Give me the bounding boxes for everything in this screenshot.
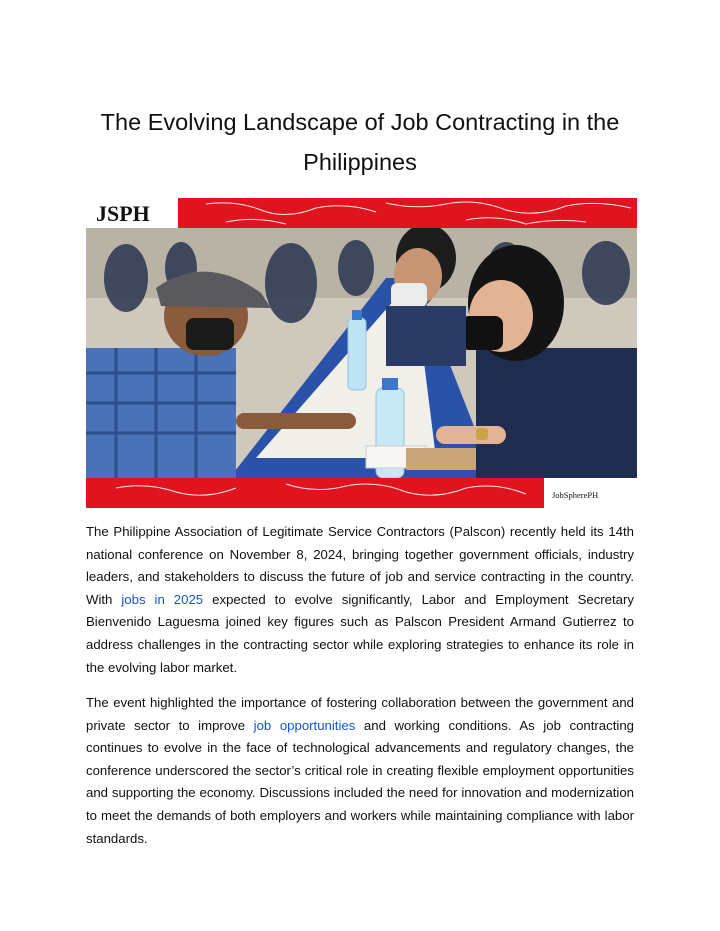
article-paragraph bbox=[86, 521, 634, 679]
job-opportunities-link[interactable]: job opportunities bbox=[253, 717, 356, 733]
brand-logo-right: JobSpherePH bbox=[552, 490, 599, 500]
article-paragraph bbox=[86, 692, 634, 850]
paragraph-text: The Philippine Association of Legitimate Service Contractors (Palscon) recently held its 14th national conference on November 8, 2024, bringing together government officials, industry leaders, and stakeholders to discuss the future of job and service contracting in the country. With bbox=[86, 524, 634, 607]
hero-image bbox=[86, 198, 637, 508]
jobs-in-2025-link[interactable]: jobs in 2025 bbox=[121, 591, 204, 607]
paragraph-text: and working conditions. As job contracting continues to evolve in the face of technological advancements and regulatory changes, the conference underscored the sector’s critical role in creating flexible employment opportunities and supporting the economy. Discussions included the need for innovation and modernization to meet the demands of both employers and workers while maintaining compliance with labor standards. bbox=[86, 717, 634, 846]
article-title: The Evolving Landscape of Job Contracting in the Philippines bbox=[100, 109, 620, 175]
paragraph-text: The event highlighted the importance of fostering collaboration between the government and private sector to improve bbox=[86, 695, 634, 733]
brand-logo-left: JSPH bbox=[96, 201, 150, 226]
paragraph-text: expected to evolve significantly, Labor and Employment Secretary Bienvenido Laguesma joined key figures such as Palscon President Armand Gutierrez to address challenges in the contracting sector while exploring strategies to enhance its role in the evolving labor market. bbox=[86, 591, 635, 675]
